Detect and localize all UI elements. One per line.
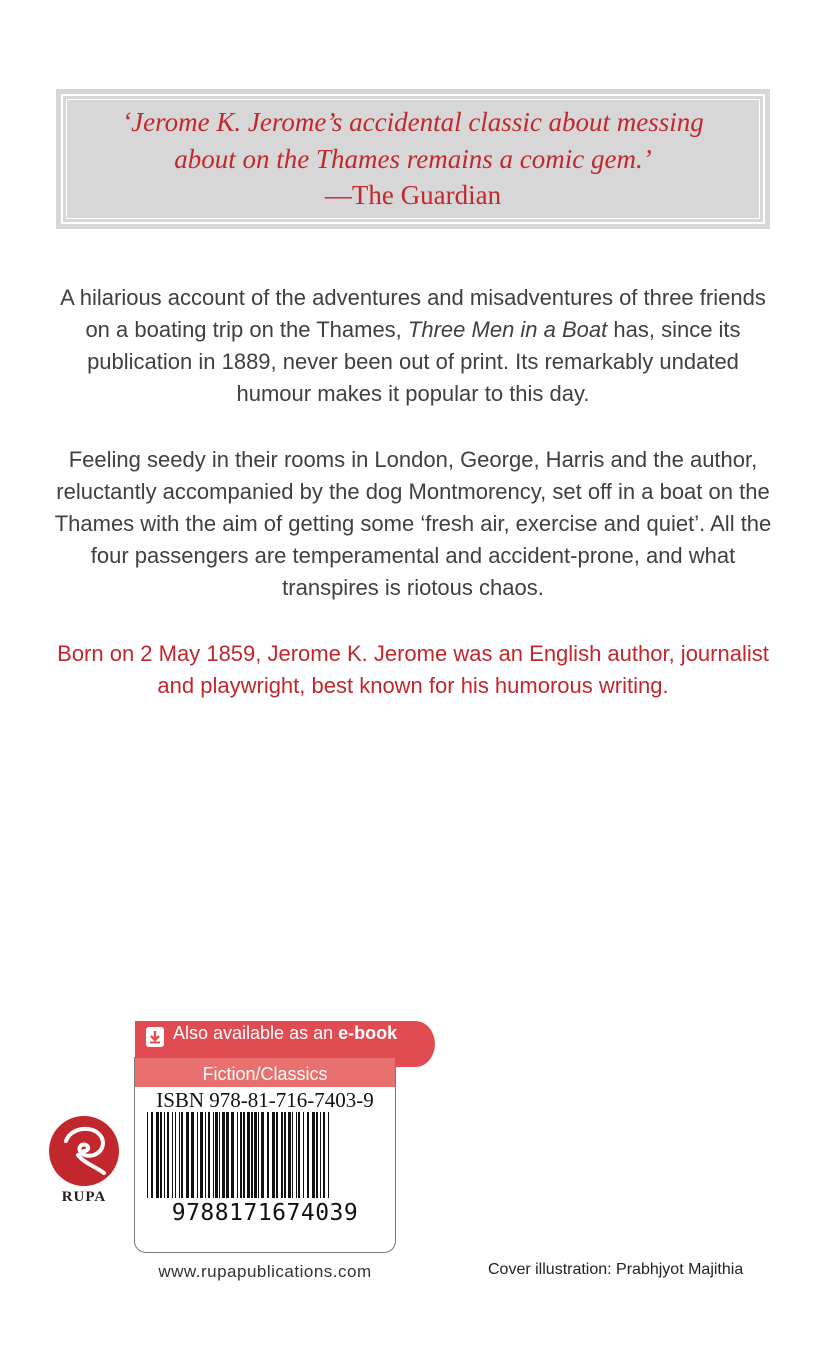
barcode-bar (258, 1112, 259, 1198)
rupa-logo (48, 1115, 120, 1187)
description-paragraph-1 (50, 282, 776, 410)
barcode-bar (200, 1112, 203, 1198)
description-paragraph-2: Feeling seedy in their rooms in London, George, Harris and the author, reluctantly accompanied by the dog Montmorency, set off in a boat on the Thames with the aim of getting some ‘fresh air, exercise and quiet’. All the four passengers are temperamental and accident-prone, and what transpires is riotous chaos. (54, 447, 772, 600)
barcode-bar (276, 1112, 278, 1198)
barcode-digits: 9788171674039 (171, 1200, 359, 1226)
download-icon (146, 1027, 164, 1047)
barcode-bar (240, 1112, 242, 1198)
barcode-bar (160, 1112, 162, 1198)
barcode-bar (186, 1112, 189, 1198)
barcode-bar (191, 1112, 194, 1198)
barcode-bar (323, 1112, 325, 1198)
barcode-bar (320, 1112, 321, 1198)
barcode-bar (296, 1112, 297, 1198)
barcode-bar (281, 1112, 283, 1198)
barcode-bar (267, 1112, 269, 1198)
barcode-bar (226, 1112, 229, 1198)
ebook-prefix: Also available as an (173, 1023, 339, 1043)
barcode-bar (215, 1112, 218, 1198)
barcode-image (143, 1112, 387, 1202)
barcode-bar (303, 1112, 304, 1198)
review-quote-box (56, 89, 770, 229)
barcode-bar (312, 1112, 315, 1198)
author-bio: Born on 2 May 1859, Jerome K. Jerome was an English author, journalist and playwright, best known for his humorous writing. (57, 641, 769, 698)
barcode-panel (134, 1057, 396, 1253)
barcode-bar (254, 1112, 257, 1198)
isbn-text: ISBN 978-81-716-7403-9 (156, 1088, 374, 1112)
review-quote-source: —The Guardian (324, 180, 502, 210)
barcode-bar (151, 1112, 153, 1198)
ebook-label: e-book (338, 1023, 398, 1043)
barcode-bar (261, 1112, 264, 1198)
barcode-bar (307, 1112, 309, 1198)
barcode-bar (288, 1112, 291, 1198)
cover-credit: Cover illustration: Prabhjyot Majithia (488, 1261, 744, 1278)
publisher-website[interactable]: www.rupapublications.com (158, 1262, 372, 1281)
barcode-bar (208, 1112, 210, 1198)
genre-label: Fiction/Classics (135, 1058, 395, 1087)
barcode-bar (175, 1112, 176, 1198)
barcode-bar (243, 1112, 245, 1198)
barcode-bar (205, 1112, 206, 1198)
barcode-bar (156, 1112, 159, 1198)
barcode-bar (247, 1112, 250, 1198)
barcode-bar (219, 1112, 220, 1198)
publisher-name: RUPA (61, 1189, 107, 1205)
barcode-bar (172, 1112, 173, 1198)
barcode-bar (213, 1112, 214, 1198)
barcode-bar (251, 1112, 253, 1198)
barcode-bar (298, 1112, 300, 1198)
barcode-bar (167, 1112, 169, 1198)
barcode-bar (316, 1112, 318, 1198)
barcode-bar (147, 1112, 148, 1198)
barcode-bar (272, 1112, 275, 1198)
barcode-bar (164, 1112, 165, 1198)
book-title: Three Men in a Boat (407, 317, 608, 342)
description-text-end: has, since its publication in 1889, never been out of print. Its remarkably undated humour makes it popular to this day. (87, 317, 741, 406)
ebook-text (173, 1023, 397, 1044)
barcode-bar (197, 1112, 198, 1198)
barcode-bar (292, 1112, 293, 1198)
review-quote-text: ‘Jerome K. Jerome’s accidental classic about messing about on the Thames remains a comic gem.’ (122, 107, 704, 174)
barcode-bar (237, 1112, 238, 1198)
barcode-bar (222, 1112, 225, 1198)
barcode-bar (231, 1112, 234, 1198)
barcode-bar (328, 1112, 329, 1198)
description-text-start: A hilarious account of the adventures and misadventures of three friends on a boating trip on the Thames, (60, 285, 766, 342)
barcode-bar (181, 1112, 183, 1198)
barcode-bar (284, 1112, 286, 1198)
barcode-bar (179, 1112, 180, 1198)
